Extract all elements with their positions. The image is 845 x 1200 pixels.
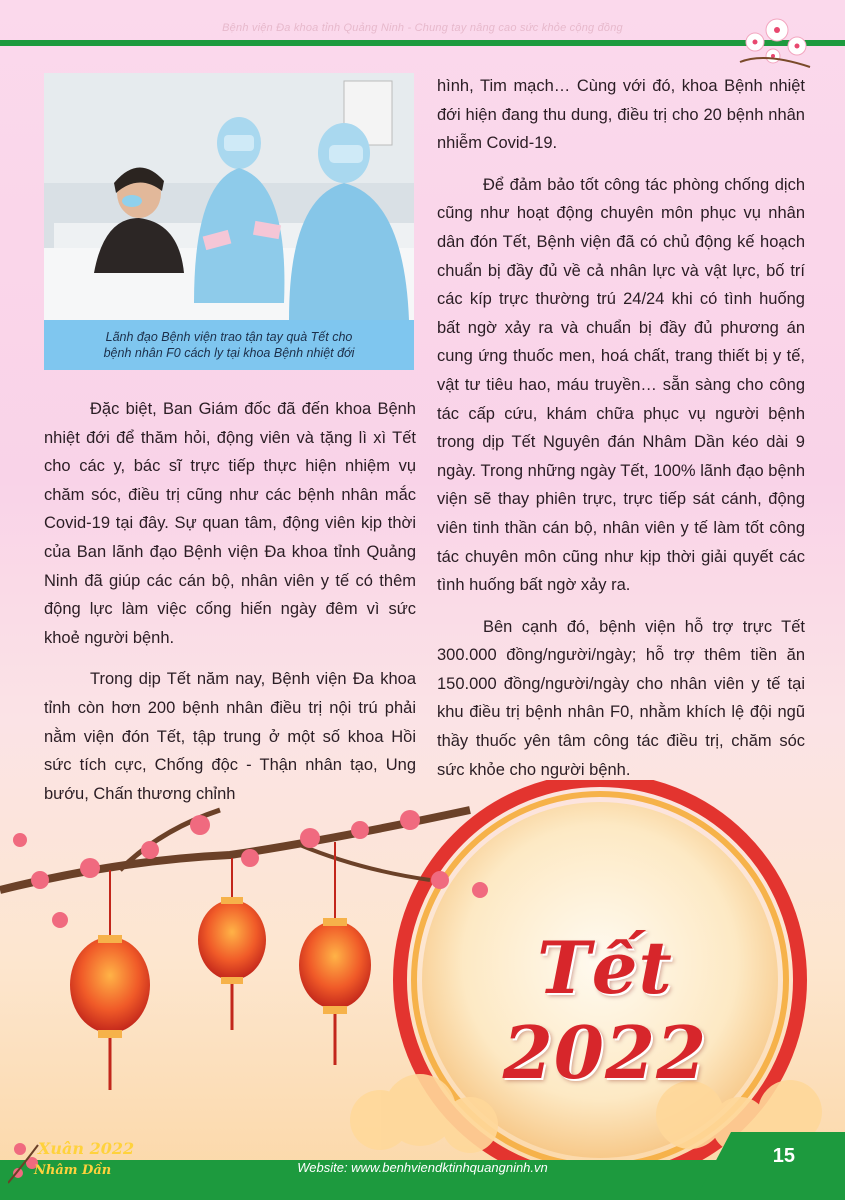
page-number: 15 — [772, 1145, 795, 1167]
header-divider — [0, 40, 845, 46]
tet-title: Tết 2022 — [502, 925, 708, 1095]
paragraph: Để đảm bảo tốt công tác phòng chống dịch cũng như hoạt động chuyên môn phục vụ nhân dân đón Tết, Bệnh viện đã có chủ động kế hoạch chuẩn bị đầy đủ về cả nhân lực và vật lực, bố trí các kíp trực thường trú 24/24 khi có tình huống bất ngờ xảy ra và chuẩn bị đầy đủ phương án cung ứng thuốc men, hoá chất, trang thiết bị y tế, vật tư tiêu hao, máu truyền… sẵn sàng cho công tác cấp cứu, khám chữa phục vụ người bệnh trong dịp Tết Nguyên đán Nhâm Dần kéo dài 9 ngày. Trong những ngày Tết, 100% lãnh đạo bệnh viện sẽ thay phiên trực, trực tiếp sát cánh, động viên tinh thần cán bộ, nhân viên y tế làm tốt công tác chuyên môn cũng như kịp thời giải quyết các tình huống bất ngờ xảy ra. — [437, 175, 805, 595]
xuan-logo — [8, 1135, 138, 1195]
logo-subtext: Nhâm Dần — [34, 1163, 112, 1178]
header-tagline: Bệnh viện Đa khoa tỉnh Quảng Ninh - Chung tay nâng cao sức khỏe cộng đồng — [222, 22, 623, 34]
paragraph: Trong dịp Tết năm nay, Bệnh viện Đa khoa tỉnh còn hơn 200 bệnh nhân điều trị nội trú phải nằm viện đón Tết, tập trung ở một số khoa Hồi sức tích cực, Chống độc - Thận nhân tạo, Ung bướu, Chấn thương chỉnh — [44, 670, 416, 803]
caption-line: bệnh nhân F0 cách ly tại khoa Bệnh nhiệt đới — [103, 346, 355, 360]
website-link[interactable]: Website: www.benhviendktinhquangninh.vn — [297, 1160, 548, 1175]
paragraph: Đặc biệt, Ban Giám đốc đã đến khoa Bệnh nhiệt đới để thăm hỏi, động viên và tặng lì xì Tết cho các y, bác sĩ trực tiếp thực hiện nhiệm vụ chăm sóc, điều trị cũng như các bệnh nhân mắc Covid-19 tại đây. Sự quan tâm, động viên kịp thời của Ban lãnh đạo Bệnh viện Đa khoa tỉnh Quảng Ninh đã giúp các cán bộ, nhân viên y tế có thêm động lực làm việc cống hiến ngày đêm vì sức khoẻ người bệnh. — [44, 400, 416, 647]
plum-blossom-icon — [735, 12, 815, 72]
logo-text: Xuân 2022 — [38, 1139, 135, 1158]
hospital-photo — [44, 73, 414, 320]
paragraph: hình, Tim mạch… Cùng với đó, khoa Bệnh nhiệt đới hiện đang thu dung, điều trị cho 20 bệnh nhân nhiễm Covid-19. — [437, 77, 805, 153]
photo-caption — [44, 320, 414, 370]
paragraph: Bên cạnh đó, bệnh viện hỗ trợ trực Tết 300.000 đồng/người/ngày; hỗ trợ thêm tiền ăn 150.000 đồng/người/ngày cho nhân viên y tế tại khu điều trị bệnh nhân F0, nhằm khích lệ đội ngũ thầy thuốc yên tâm công tác điều trị, chăm sóc sức khỏe cho người bệnh. — [437, 617, 805, 779]
right-column — [437, 72, 805, 797]
caption-line: Lãnh đạo Bệnh viện trao tận tay quà Tết cho — [105, 330, 353, 344]
left-column — [44, 395, 416, 821]
